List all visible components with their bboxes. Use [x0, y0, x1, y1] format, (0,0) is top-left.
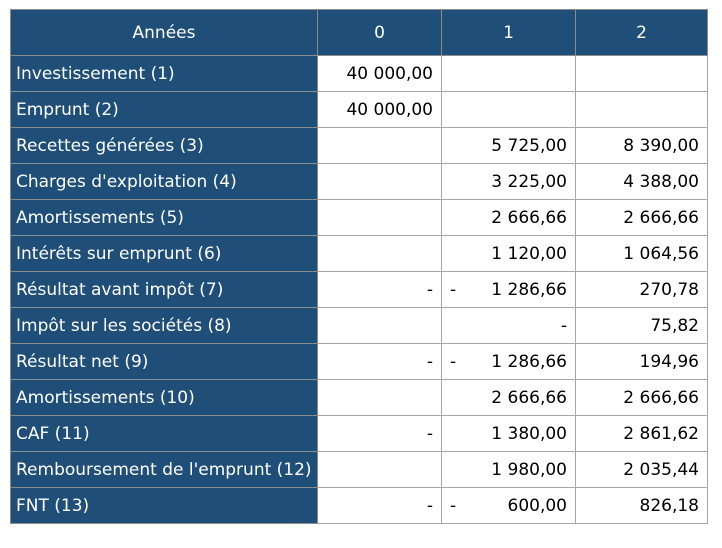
row-label: Amortissements (5) [11, 200, 318, 236]
table-row [11, 488, 708, 524]
negative-sign: - [450, 279, 457, 300]
row-label: Résultat avant impôt (7) [11, 272, 318, 308]
table-row [11, 344, 708, 380]
value-cell-year-1 [442, 380, 576, 416]
cell-value: - [426, 351, 433, 372]
value-cell-year-0 [318, 236, 442, 272]
value-cell-year-2 [576, 200, 708, 236]
value-cell-year-2 [576, 128, 708, 164]
row-label: Résultat net (9) [11, 344, 318, 380]
table-row [11, 56, 708, 92]
cell-value: 1 980,00 [491, 459, 567, 480]
value-cell-year-1 [442, 200, 576, 236]
row-label: FNT (13) [11, 488, 318, 524]
cell-value: 75,82 [650, 315, 699, 336]
value-cell-year-0 [318, 164, 442, 200]
cell-value: 2 861,62 [623, 423, 699, 444]
cell-value: 40 000,00 [346, 63, 433, 84]
cash-flow-table-container [10, 9, 708, 524]
value-cell-year-2 [576, 452, 708, 488]
value-cell-year-2 [576, 488, 708, 524]
value-cell-year-0 [318, 56, 442, 92]
table-row [11, 380, 708, 416]
cell-value: 2 666,66 [491, 207, 567, 228]
table-row [11, 236, 708, 272]
value-cell-year-0 [318, 416, 442, 452]
table-row [11, 452, 708, 488]
value-cell-year-2 [576, 380, 708, 416]
row-label: CAF (11) [11, 416, 318, 452]
table-header [11, 10, 708, 56]
header-year-0: 0 [318, 10, 442, 56]
value-cell-year-2 [576, 236, 708, 272]
value-cell-year-1 [442, 272, 576, 308]
value-cell-year-2 [576, 272, 708, 308]
value-cell-year-0 [318, 128, 442, 164]
value-cell-year-1 [442, 416, 576, 452]
value-cell-year-2 [576, 92, 708, 128]
table-row [11, 272, 708, 308]
row-label: Emprunt (2) [11, 92, 318, 128]
table-row [11, 128, 708, 164]
cell-value: 1 286,66 [491, 351, 567, 372]
cell-value: 2 666,66 [491, 387, 567, 408]
row-label: Remboursement de l'emprunt (12) [11, 452, 318, 488]
header-row [11, 10, 708, 56]
table-row [11, 308, 708, 344]
table-row [11, 416, 708, 452]
cell-value: 2 666,66 [623, 207, 699, 228]
value-cell-year-2 [576, 56, 708, 92]
value-cell-year-2 [576, 164, 708, 200]
row-label: Charges d'exploitation (4) [11, 164, 318, 200]
value-cell-year-2 [576, 308, 708, 344]
value-cell-year-0 [318, 452, 442, 488]
value-cell-year-1 [442, 164, 576, 200]
row-label: Impôt sur les sociétés (8) [11, 308, 318, 344]
cell-value: 8 390,00 [623, 135, 699, 156]
cell-value: 4 388,00 [623, 171, 699, 192]
value-cell-year-0 [318, 344, 442, 380]
value-cell-year-1 [442, 344, 576, 380]
header-label-cell: Années [11, 10, 318, 56]
value-cell-year-1 [442, 236, 576, 272]
row-label: Intérêts sur emprunt (6) [11, 236, 318, 272]
cell-value: - [426, 279, 433, 300]
value-cell-year-1 [442, 488, 576, 524]
value-cell-year-2 [576, 416, 708, 452]
value-cell-year-1 [442, 128, 576, 164]
table-body [11, 56, 708, 524]
cash-flow-table [10, 9, 708, 524]
cell-value: 1 064,56 [623, 243, 699, 264]
value-cell-year-1 [442, 56, 576, 92]
value-cell-year-1 [442, 92, 576, 128]
cell-value: 194,96 [639, 351, 699, 372]
cell-value: 1 380,00 [491, 423, 567, 444]
row-label: Investissement (1) [11, 56, 318, 92]
value-cell-year-1 [442, 308, 576, 344]
negative-sign: - [450, 351, 457, 372]
cell-value: 1 120,00 [491, 243, 567, 264]
cell-value: 5 725,00 [491, 135, 567, 156]
value-cell-year-0 [318, 272, 442, 308]
cell-value: 600,00 [507, 495, 567, 516]
cell-value: - [560, 315, 567, 336]
header-year-2: 2 [576, 10, 708, 56]
cell-value: 40 000,00 [346, 99, 433, 120]
header-year-1: 1 [442, 10, 576, 56]
cell-value: 1 286,66 [491, 279, 567, 300]
cell-value: - [426, 495, 433, 516]
cell-value: 2 666,66 [623, 387, 699, 408]
cell-value: 2 035,44 [623, 459, 699, 480]
cell-value: 826,18 [639, 495, 699, 516]
value-cell-year-0 [318, 92, 442, 128]
negative-sign: - [450, 495, 457, 516]
value-cell-year-0 [318, 380, 442, 416]
cell-value: 270,78 [639, 279, 699, 300]
value-cell-year-0 [318, 200, 442, 236]
cell-value: 3 225,00 [491, 171, 567, 192]
cell-value: - [426, 423, 433, 444]
row-label: Amortissements (10) [11, 380, 318, 416]
table-row [11, 92, 708, 128]
row-label: Recettes générées (3) [11, 128, 318, 164]
table-row [11, 200, 708, 236]
table-row [11, 164, 708, 200]
value-cell-year-2 [576, 344, 708, 380]
value-cell-year-1 [442, 452, 576, 488]
value-cell-year-0 [318, 308, 442, 344]
value-cell-year-0 [318, 488, 442, 524]
